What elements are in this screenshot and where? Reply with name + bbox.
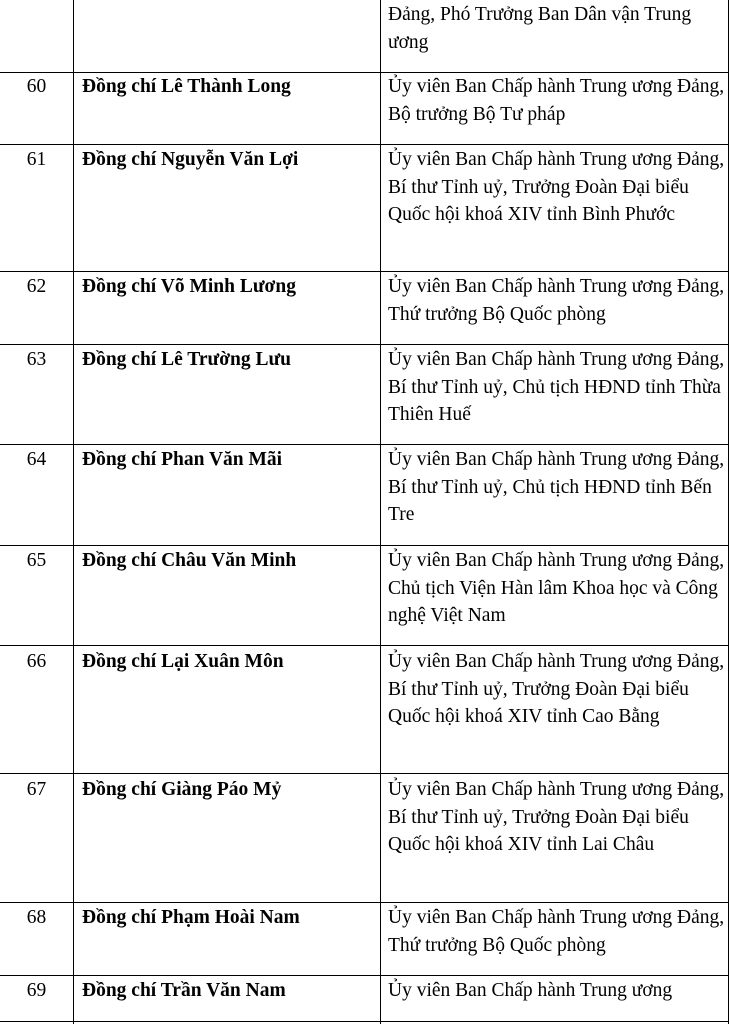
row-number: 63: [26, 349, 47, 370]
row-number: 65: [26, 550, 47, 571]
table-row: [0, 535, 729, 645]
member-name: Đồng chí Giàng Páo Mỷ: [82, 779, 282, 800]
member-name: Đồng chí Nguyễn Văn Lợi: [82, 149, 299, 170]
member-role: Ủy viên Ban Chấp hành Trung ương Đảng, Thứ trưởng Bộ Quốc phòng: [388, 907, 725, 956]
member-role: Ủy viên Ban Chấp hành Trung ương Đảng, Chủ tịch Viện Hàn lâm Khoa học và Công nghệ Việt Nam: [388, 550, 725, 626]
row-number: 66: [26, 651, 47, 672]
table-row: [0, 636, 729, 773]
member-role: Ủy viên Ban Chấp hành Trung ương Đảng, Bí thư Tỉnh uỷ, Trưởng Đoàn Đại biểu Quốc hội khoá XIV tỉnh Lai Châu: [388, 779, 725, 855]
row-number: 67: [26, 779, 47, 800]
table-row: [0, 965, 729, 1025]
row-number: 69: [26, 980, 47, 1001]
member-name: Đồng chí Châu Văn Minh: [82, 550, 297, 571]
row-divider: [0, 1021, 729, 1022]
row-number: 62: [26, 276, 47, 297]
member-role: Ủy viên Ban Chấp hành Trung ương Đảng, Bí thư Tỉnh uỷ, Trưởng Đoàn Đại biểu Quốc hội khoá XIV tỉnh Bình Phước: [388, 149, 725, 225]
row-number: 68: [26, 907, 47, 928]
row-number: 60: [26, 76, 47, 97]
table-row: [0, 892, 729, 975]
member-name: Đồng chí Lê Thành Long: [82, 76, 291, 97]
member-name: Đồng chí Phạm Hoài Nam: [82, 907, 300, 928]
table-row: [0, 764, 729, 902]
member-name: Đồng chí Phan Văn Mãi: [82, 449, 283, 470]
member-role: Ủy viên Ban Chấp hành Trung ương Đảng, Bí thư Tỉnh uỷ, Chủ tịch HĐND tỉnh Thừa Thiên Huế: [388, 349, 725, 425]
member-role: Ủy viên Ban Chấp hành Trung ương Đảng, Thứ trưởng Bộ Quốc phòng: [388, 276, 725, 325]
member-role: Ủy viên Ban Chấp hành Trung ương Đảng, Bộ trưởng Bộ Tư pháp: [388, 76, 725, 125]
member-role: Đảng, Phó Trưởng Ban Dân vận Trung ương: [388, 4, 692, 53]
table-row: [0, 434, 729, 545]
member-role: Ủy viên Ban Chấp hành Trung ương Đảng, Bí thư Tỉnh uỷ, Trưởng Đoàn Đại biểu Quốc hội khoá XIV tỉnh Cao Bằng: [388, 651, 725, 727]
member-name: Đồng chí Lại Xuân Môn: [82, 651, 284, 672]
member-name: Đồng chí Lê Trường Lưu: [82, 349, 292, 370]
row-number: 61: [26, 149, 47, 170]
member-role: Ủy viên Ban Chấp hành Trung ương Đảng, Bí thư Tỉnh uỷ, Chủ tịch HĐND tỉnh Bến Tre: [388, 449, 725, 525]
table-row: [0, 61, 729, 144]
row-number: 64: [26, 449, 47, 470]
table-row: [0, 334, 729, 444]
table-row: [0, 134, 729, 271]
table-row: [0, 261, 729, 344]
member-role: Ủy viên Ban Chấp hành Trung ương: [388, 980, 673, 1001]
member-name: Đồng chí Trần Văn Nam: [82, 980, 286, 1001]
member-name: Đồng chí Võ Minh Lương: [82, 276, 296, 297]
